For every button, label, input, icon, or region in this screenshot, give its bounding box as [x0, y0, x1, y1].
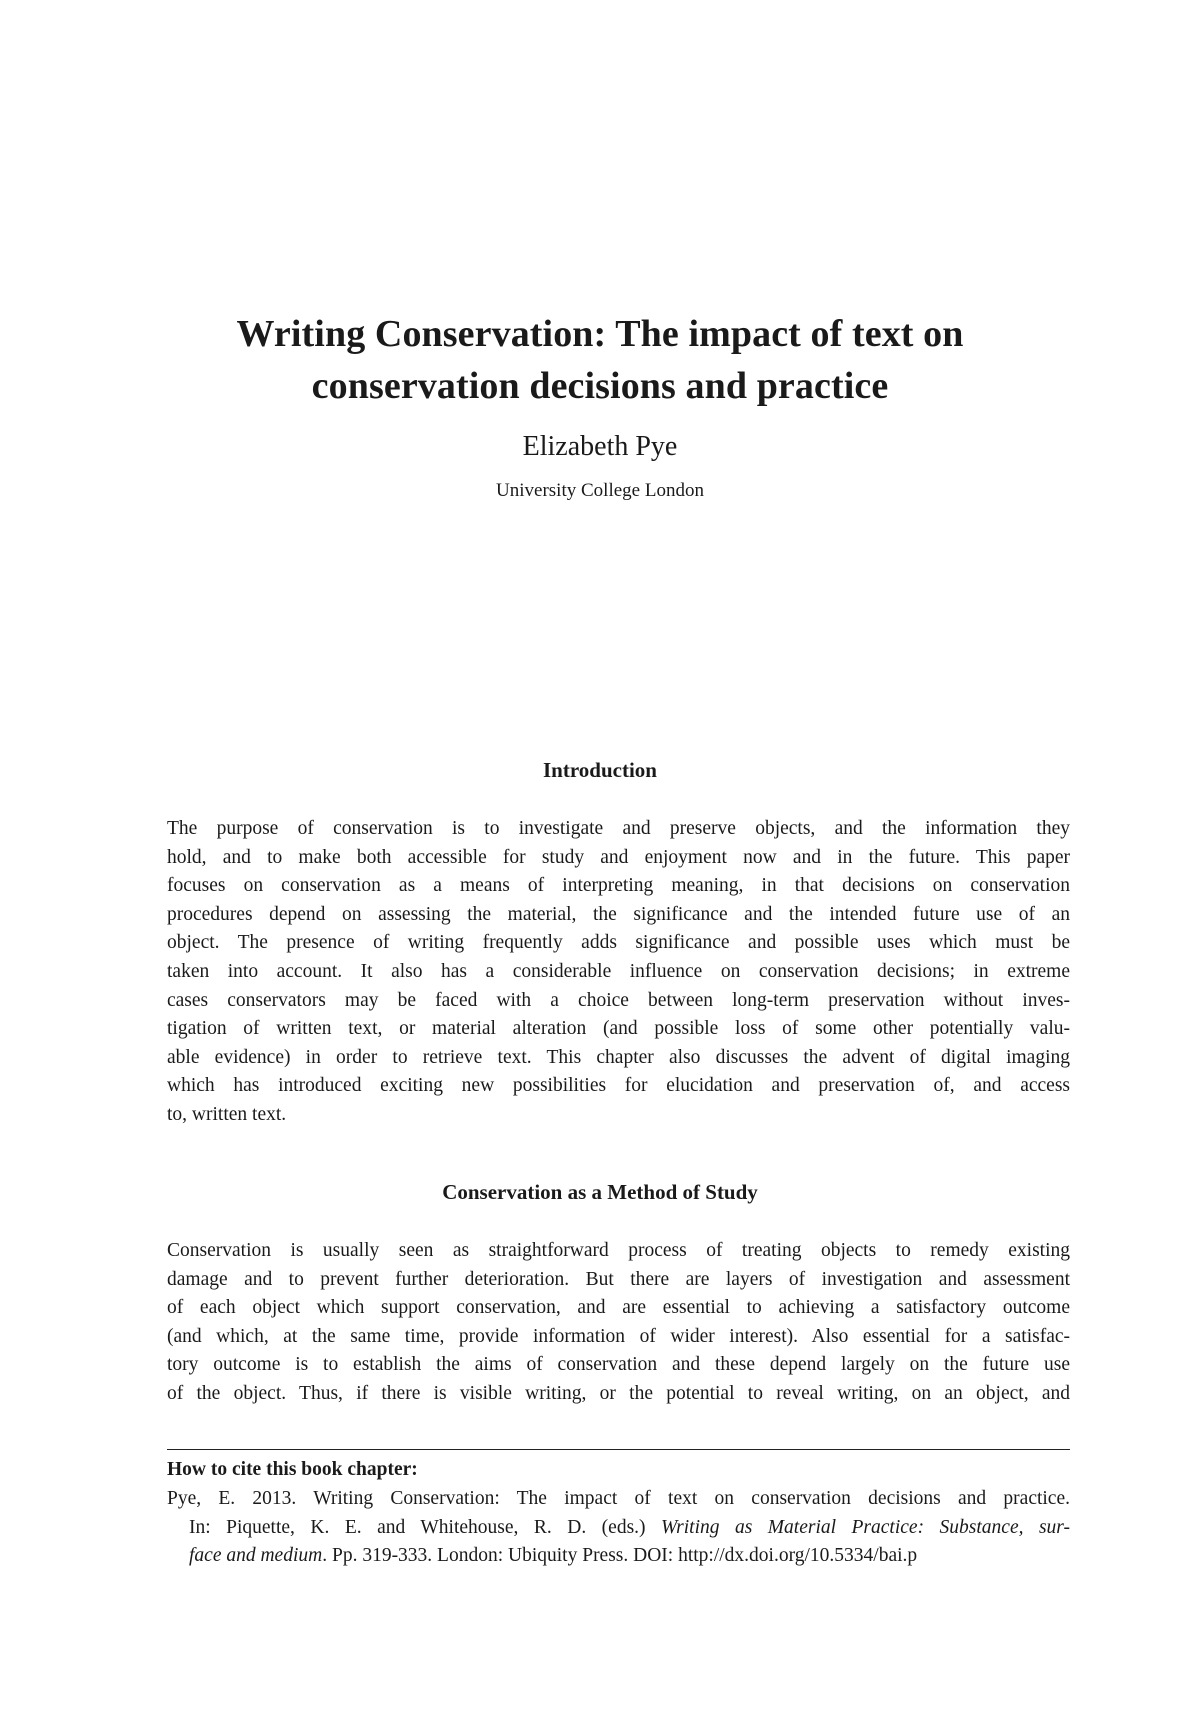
- text-line: of each object which support conservation, and are essential to achieving a satisfactory outcome: [167, 1297, 1070, 1319]
- text-line: tigation of written text, or material alteration (and possible loss of some other potentially valu-: [167, 1018, 1070, 1040]
- text-line: damage and to prevent further deterioration. But there are layers of investigation and assessment: [167, 1268, 1070, 1290]
- chapter-title-line-2: conservation decisions and practice: [311, 365, 889, 407]
- citation-heading: How to cite this book chapter:: [167, 1459, 418, 1480]
- conservation-method-paragraph: [167, 1237, 1070, 1409]
- citation-book-title-part-1: Writing as Material Practice: Substance, sur-: [661, 1516, 1070, 1538]
- text-line: tory outcome is to establish the aims of conservation and these depend largely on the future use: [167, 1354, 1070, 1376]
- author-name: Elizabeth Pye: [522, 431, 678, 462]
- section-heading-introduction: Introduction: [543, 758, 657, 782]
- introduction-paragraph: [167, 815, 1070, 1130]
- text-line: of the object. Thus, if there is visible writing, or the potential to reveal writing, on an object, and: [167, 1382, 1070, 1404]
- footnote-divider: [167, 1449, 1070, 1450]
- citation-line-3: [189, 1542, 1070, 1571]
- citation-line-2: [189, 1514, 1070, 1543]
- text-line: procedures depend on assessing the material, the significance and the intended future use of an: [167, 903, 1070, 925]
- text-line: The purpose of conservation is to investigate and preserve objects, and the information they: [167, 818, 1070, 839]
- citation-book-title-part-2: face and medium: [189, 1545, 323, 1567]
- citation-editors: In: Piquette, K. E. and Whitehouse, R. D. (eds.): [189, 1516, 661, 1538]
- text-line: able evidence) in order to retrieve text. This chapter also discusses the advent of digital imaging: [167, 1046, 1070, 1068]
- chapter-title-line-1: Writing Conservation: The impact of text on: [236, 313, 964, 355]
- text-line: object. The presence of writing frequently adds significance and possible uses which must be: [167, 932, 1070, 954]
- text-line: hold, and to make both accessible for study and enjoyment now and in the future. This paper: [167, 846, 1070, 868]
- text-line: focuses on conservation as a means of interpreting meaning, in that decisions on conservation: [167, 875, 1070, 897]
- text-line: cases conservators may be faced with a choice between long-term preservation without inves-: [167, 989, 1070, 1011]
- author-affiliation: University College London: [496, 480, 704, 501]
- chapter-title: [0, 308, 1200, 412]
- citation-publication-details: . Pp. 319-333. London: Ubiquity Press. DOI: http://dx.doi.org/10.5334/bai.p: [322, 1545, 918, 1567]
- text-line: to, written text.: [167, 1103, 287, 1125]
- citation-line-1: Pye, E. 2013. Writing Conservation: The impact of text on conservation decisions and practice.: [167, 1488, 1070, 1509]
- text-line: which has introduced exciting new possibilities for elucidation and preservation of, and access: [167, 1075, 1070, 1097]
- section-heading-conservation-method: Conservation as a Method of Study: [442, 1180, 758, 1204]
- citation-block: [167, 1485, 1070, 1571]
- text-line: taken into account. It also has a considerable influence on conservation decisions; in extreme: [167, 960, 1070, 982]
- text-line: Conservation is usually seen as straightforward process of treating objects to remedy existing: [167, 1240, 1070, 1261]
- text-line: (and which, at the same time, provide information of wider interest). Also essential for a satisfac-: [167, 1325, 1070, 1347]
